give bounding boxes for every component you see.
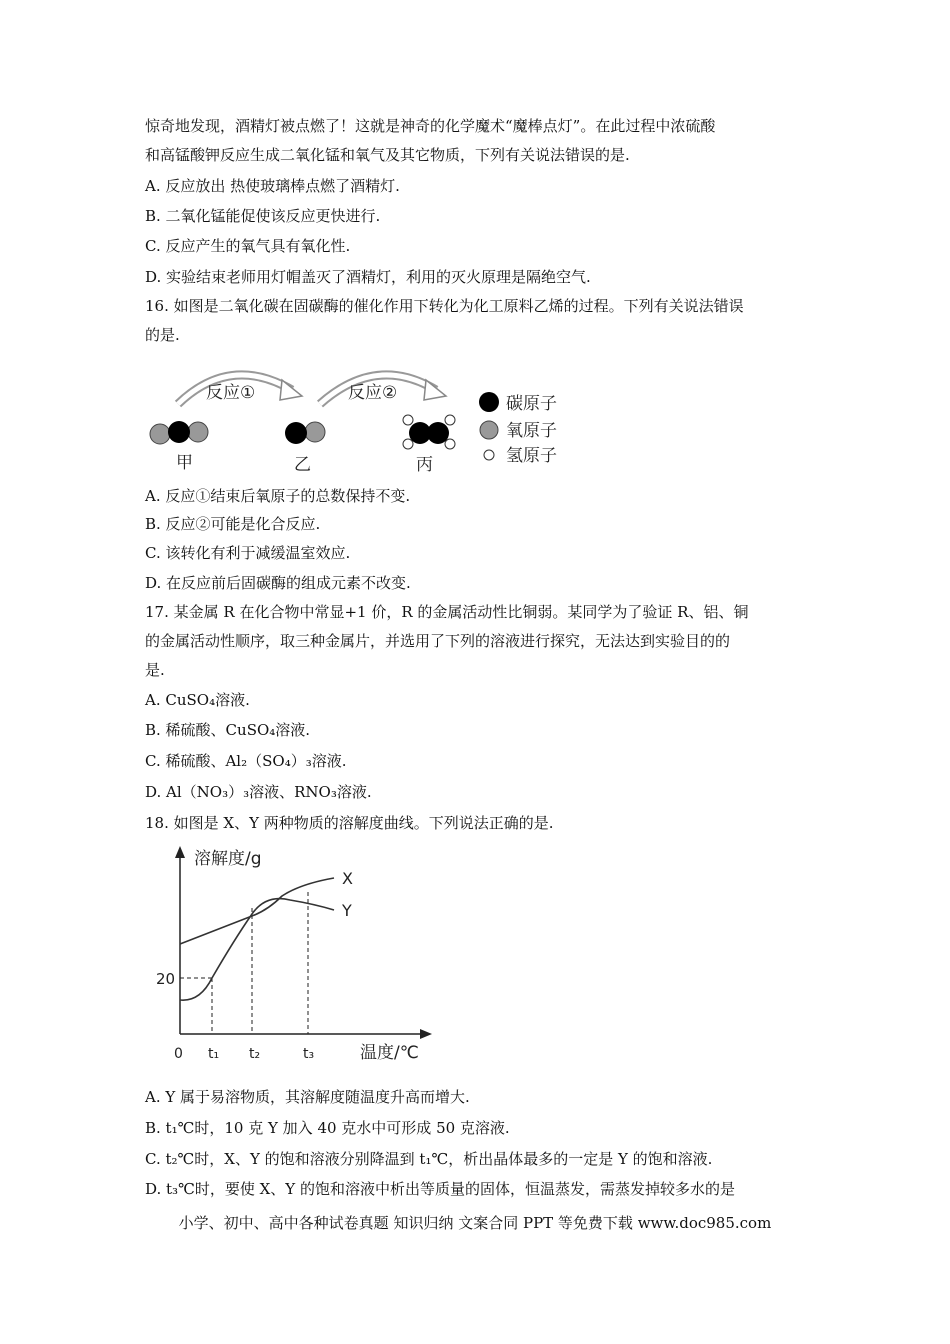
label-bing: 丙 bbox=[416, 455, 433, 475]
x-axis-label: 温度/℃ bbox=[360, 1043, 419, 1063]
x-tick-t1: t₁ bbox=[208, 1046, 220, 1062]
series-x-line bbox=[180, 878, 334, 944]
x-tick-0: 0 bbox=[174, 1046, 183, 1062]
q17-option-b: B. 稀硫酸、CuSO₄溶液. bbox=[145, 721, 311, 739]
q18-option-b: B. t₁℃时，10 克 Y 加入 40 克水中可形成 50 克溶液. bbox=[145, 1119, 510, 1137]
q17-stem-line2: 的金属活动性顺序，取三种金属片，并选用了下列的溶液进行探究，无法达到实验目的的 bbox=[145, 632, 731, 650]
q16-option-d: D. 在反应前后固碳酶的组成元素不改变. bbox=[145, 574, 411, 592]
q18-option-c: C. t₂℃时，X、Y 的饱和溶液分别降温到 t₁℃，析出晶体最多的一定是 Y 的饱和溶液. bbox=[145, 1150, 713, 1168]
q15-stem-line2: 和高锰酸钾反应生成二氧化锰和氧气及其它物质，下列有关说法错误的是. bbox=[145, 146, 630, 164]
molecule-jia bbox=[150, 421, 208, 444]
legend-carbon: 碳原子 bbox=[506, 394, 557, 414]
x-tick-t3: t₃ bbox=[303, 1046, 315, 1062]
q16-option-a: A. 反应①结束后氧原子的总数保持不变. bbox=[145, 487, 411, 505]
label-yi: 乙 bbox=[294, 455, 311, 475]
y-axis-label: 溶解度/g bbox=[194, 849, 262, 869]
x-axis-arrow bbox=[420, 1029, 432, 1039]
q18-option-d: D. t₃℃时，要使 X、Y 的饱和溶液中析出等质量的固体，恒温蒸发，需蒸发掉较多水的是 bbox=[145, 1180, 735, 1198]
legend-carbon-icon bbox=[479, 392, 499, 412]
q15-option-a: A. 反应放出 热使玻璃棒点燃了酒精灯. bbox=[145, 177, 400, 195]
q18-option-a: A. Y 属于易溶物质，其溶解度随温度升高而增大. bbox=[145, 1088, 470, 1106]
q15-option-c: C. 反应产生的氧气具有氧化性. bbox=[145, 237, 351, 255]
q16-option-b: B. 反应②可能是化合反应. bbox=[145, 515, 321, 533]
y-tick-20: 20 bbox=[156, 970, 176, 988]
series-x-label: X bbox=[342, 869, 353, 888]
q15-option-d: D. 实验结束老师用灯帽盖灭了酒精灯，利用的灭火原理是隔绝空气. bbox=[145, 268, 591, 286]
q15-stem-line1: 惊奇地发现，酒精灯被点燃了！这就是神奇的化学魔术“魔棒点灯”。在此过程中浓硫酸 bbox=[145, 117, 716, 135]
molecule-yi bbox=[285, 422, 325, 444]
q16-stem-line1: 16. 如图是二氧化碳在固碳酶的催化作用下转化为化工原料乙烯的过程。下列有关说法错误 bbox=[145, 297, 744, 315]
series-y-label: Y bbox=[342, 901, 352, 920]
q16-option-c: C. 该转化有利于减缓温室效应. bbox=[145, 544, 351, 562]
q17-option-d: D. Al（NO₃）₃溶液、RNO₃溶液. bbox=[145, 783, 372, 801]
legend-hydrogen: 氢原子 bbox=[506, 446, 557, 466]
co2-conversion-diagram bbox=[140, 356, 580, 480]
y-axis-arrow bbox=[175, 846, 185, 858]
x-tick-t2: t₂ bbox=[249, 1046, 261, 1062]
page-footer: 小学、初中、高中各种试卷真题 知识归纳 文案合同 PPT 等免费下载 www.doc985.com bbox=[178, 1214, 772, 1232]
legend-hydrogen-icon bbox=[484, 450, 494, 460]
label-jia: 甲 bbox=[176, 453, 193, 473]
q18-stem: 18. 如图是 X、Y 两种物质的溶解度曲线。下列说法正确的是. bbox=[145, 814, 554, 832]
q17-stem-line3: 是. bbox=[145, 661, 165, 679]
q16-stem-line2: 的是. bbox=[145, 326, 180, 344]
q17-stem-line1: 17. 某金属 R 在化合物中常显+1 价，R 的金属活动性比铜弱。某同学为了验证 R、铝、铜 bbox=[145, 603, 749, 621]
q15-option-b: B. 二氧化锰能促使该反应更快进行. bbox=[145, 207, 381, 225]
legend-oxygen: 氧原子 bbox=[506, 421, 557, 441]
reaction2-label: 反应② bbox=[348, 383, 398, 403]
q17-option-a: A. CuSO₄溶液. bbox=[145, 691, 250, 709]
solubility-chart bbox=[148, 842, 438, 1074]
molecule-bing bbox=[403, 415, 455, 449]
q17-option-c: C. 稀硫酸、Al₂（SO₄）₃溶液. bbox=[145, 752, 347, 770]
reaction1-label: 反应① bbox=[206, 383, 256, 403]
legend-oxygen-icon bbox=[480, 421, 498, 439]
